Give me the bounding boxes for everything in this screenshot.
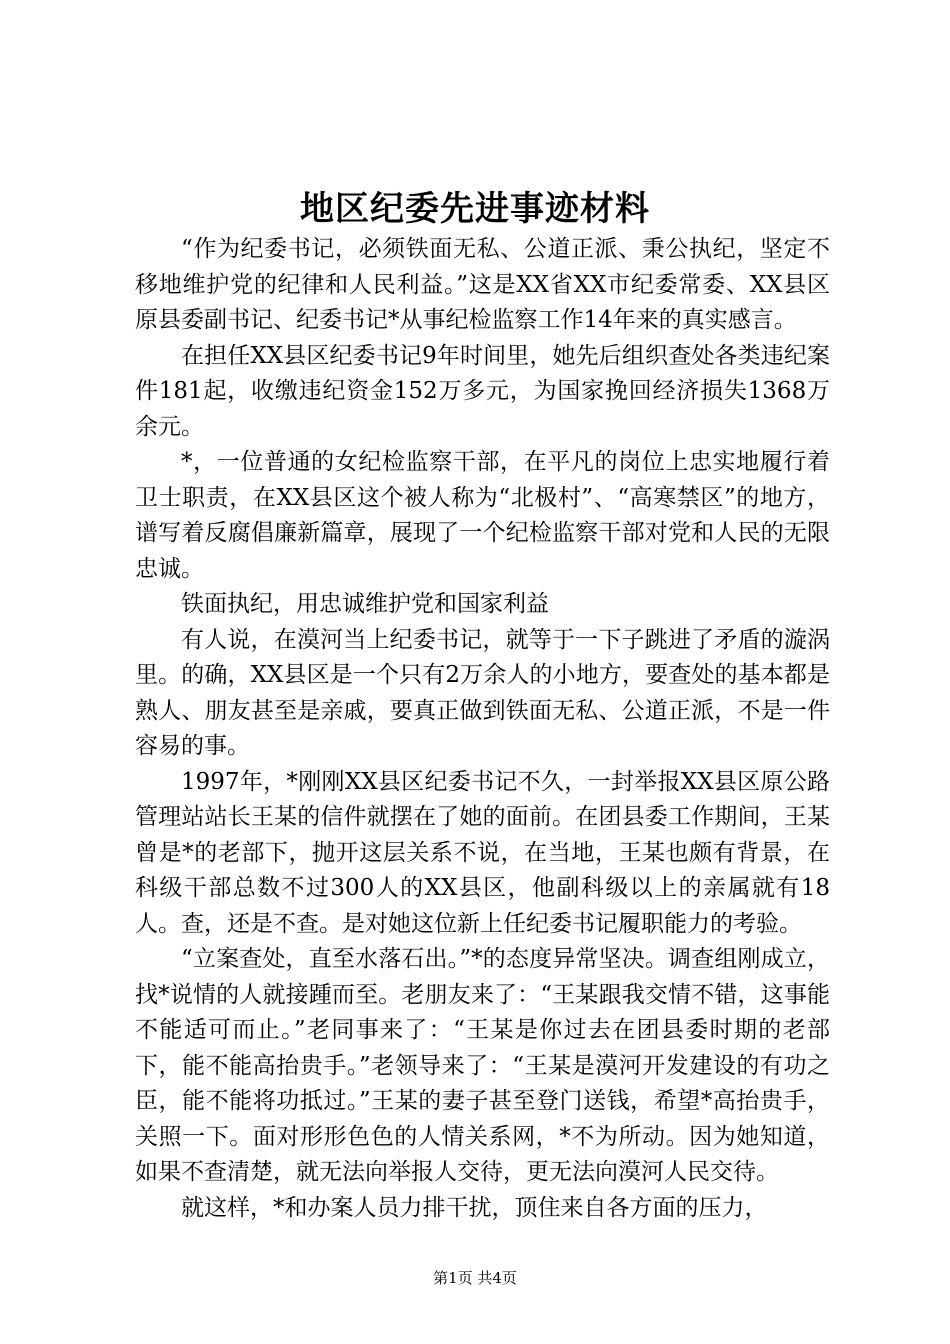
paragraph: “作为纪委书记，必须铁面无私、公道正派、秉公执纪，坚定不移地维护党的纪律和人民利益。”这是XX省XX市纪委常委、XX县区原县委副书记、纪委书记*从事纪检监察工作14年来的真实感言。 <box>135 236 830 333</box>
document-body <box>135 232 830 1226</box>
paragraph: 有人说，在漠河当上纪委书记，就等于一下子跳进了矛盾的漩涡里。的确，XX县区是一个只有2万余人的小地方，要查处的基本都是熟人、朋友甚至是亲戚，要真正做到铁面无私、公道正派，不是一件容易的事。 <box>135 626 830 759</box>
paragraph: “立案查处，直至水落石出。”*的态度异常坚决。调查组刚成立，找*说情的人就接踵而至。老朋友来了：“王某跟我交情不错，这事能不能适可而止。”老同事来了：“王某是你过去在团县委时期的老部下，能不能高抬贵手。”老领导来了：“王某是漠河开发建设的有功之臣，能不能将功抵过。”王某的妻子甚至登门送钱，希望*高抬贵手，关照一下。面对形形色色的人情关系网，*不为所动。因为她知道，如果不查清楚，就无法向举报人交待，更无法向漠河人民交待。 <box>135 946 830 1185</box>
paragraph: 就这样，*和办案人员力排干扰，顶住来自各方面的压力， <box>181 1194 768 1221</box>
section-heading: 铁面执纪，用忠诚维护党和国家利益 <box>181 591 549 617</box>
paragraph: 在担任XX县区纪委书记9年时间里，她先后组织查处各类违纪案件181起，收缴违纪资金152万多元，为国家挽回经济损失1368万余元。 <box>135 342 830 440</box>
page-title: 地区纪委先进事迹材料 <box>300 189 650 229</box>
paragraph: *，一位普通的女纪检监察干部，在平凡的岗位上忠实地履行着卫士职责，在XX县区这个被人称为“北极村”、“高寒禁区”的地方，谱写着反腐倡廉新篇章，展现了一个纪检监察干部对党和人民的无限忠诚。 <box>135 449 830 582</box>
paragraph: 1997年，*刚刚XX县区纪委书记不久，一封举报XX县区原公路管理站站长王某的信件就摆在了她的面前。在团县委工作期间，王某曾是*的老部下，抛开这层关系不说，在当地，王某也颇有背景，在科级干部总数不过300人的XX县区，他副科级以上的亲属就有18人。查，还是不查。是对她这位新上任纪委书记履职能力的考验。 <box>135 768 830 937</box>
page-footer: 第1页 共4页 <box>433 1269 517 1287</box>
